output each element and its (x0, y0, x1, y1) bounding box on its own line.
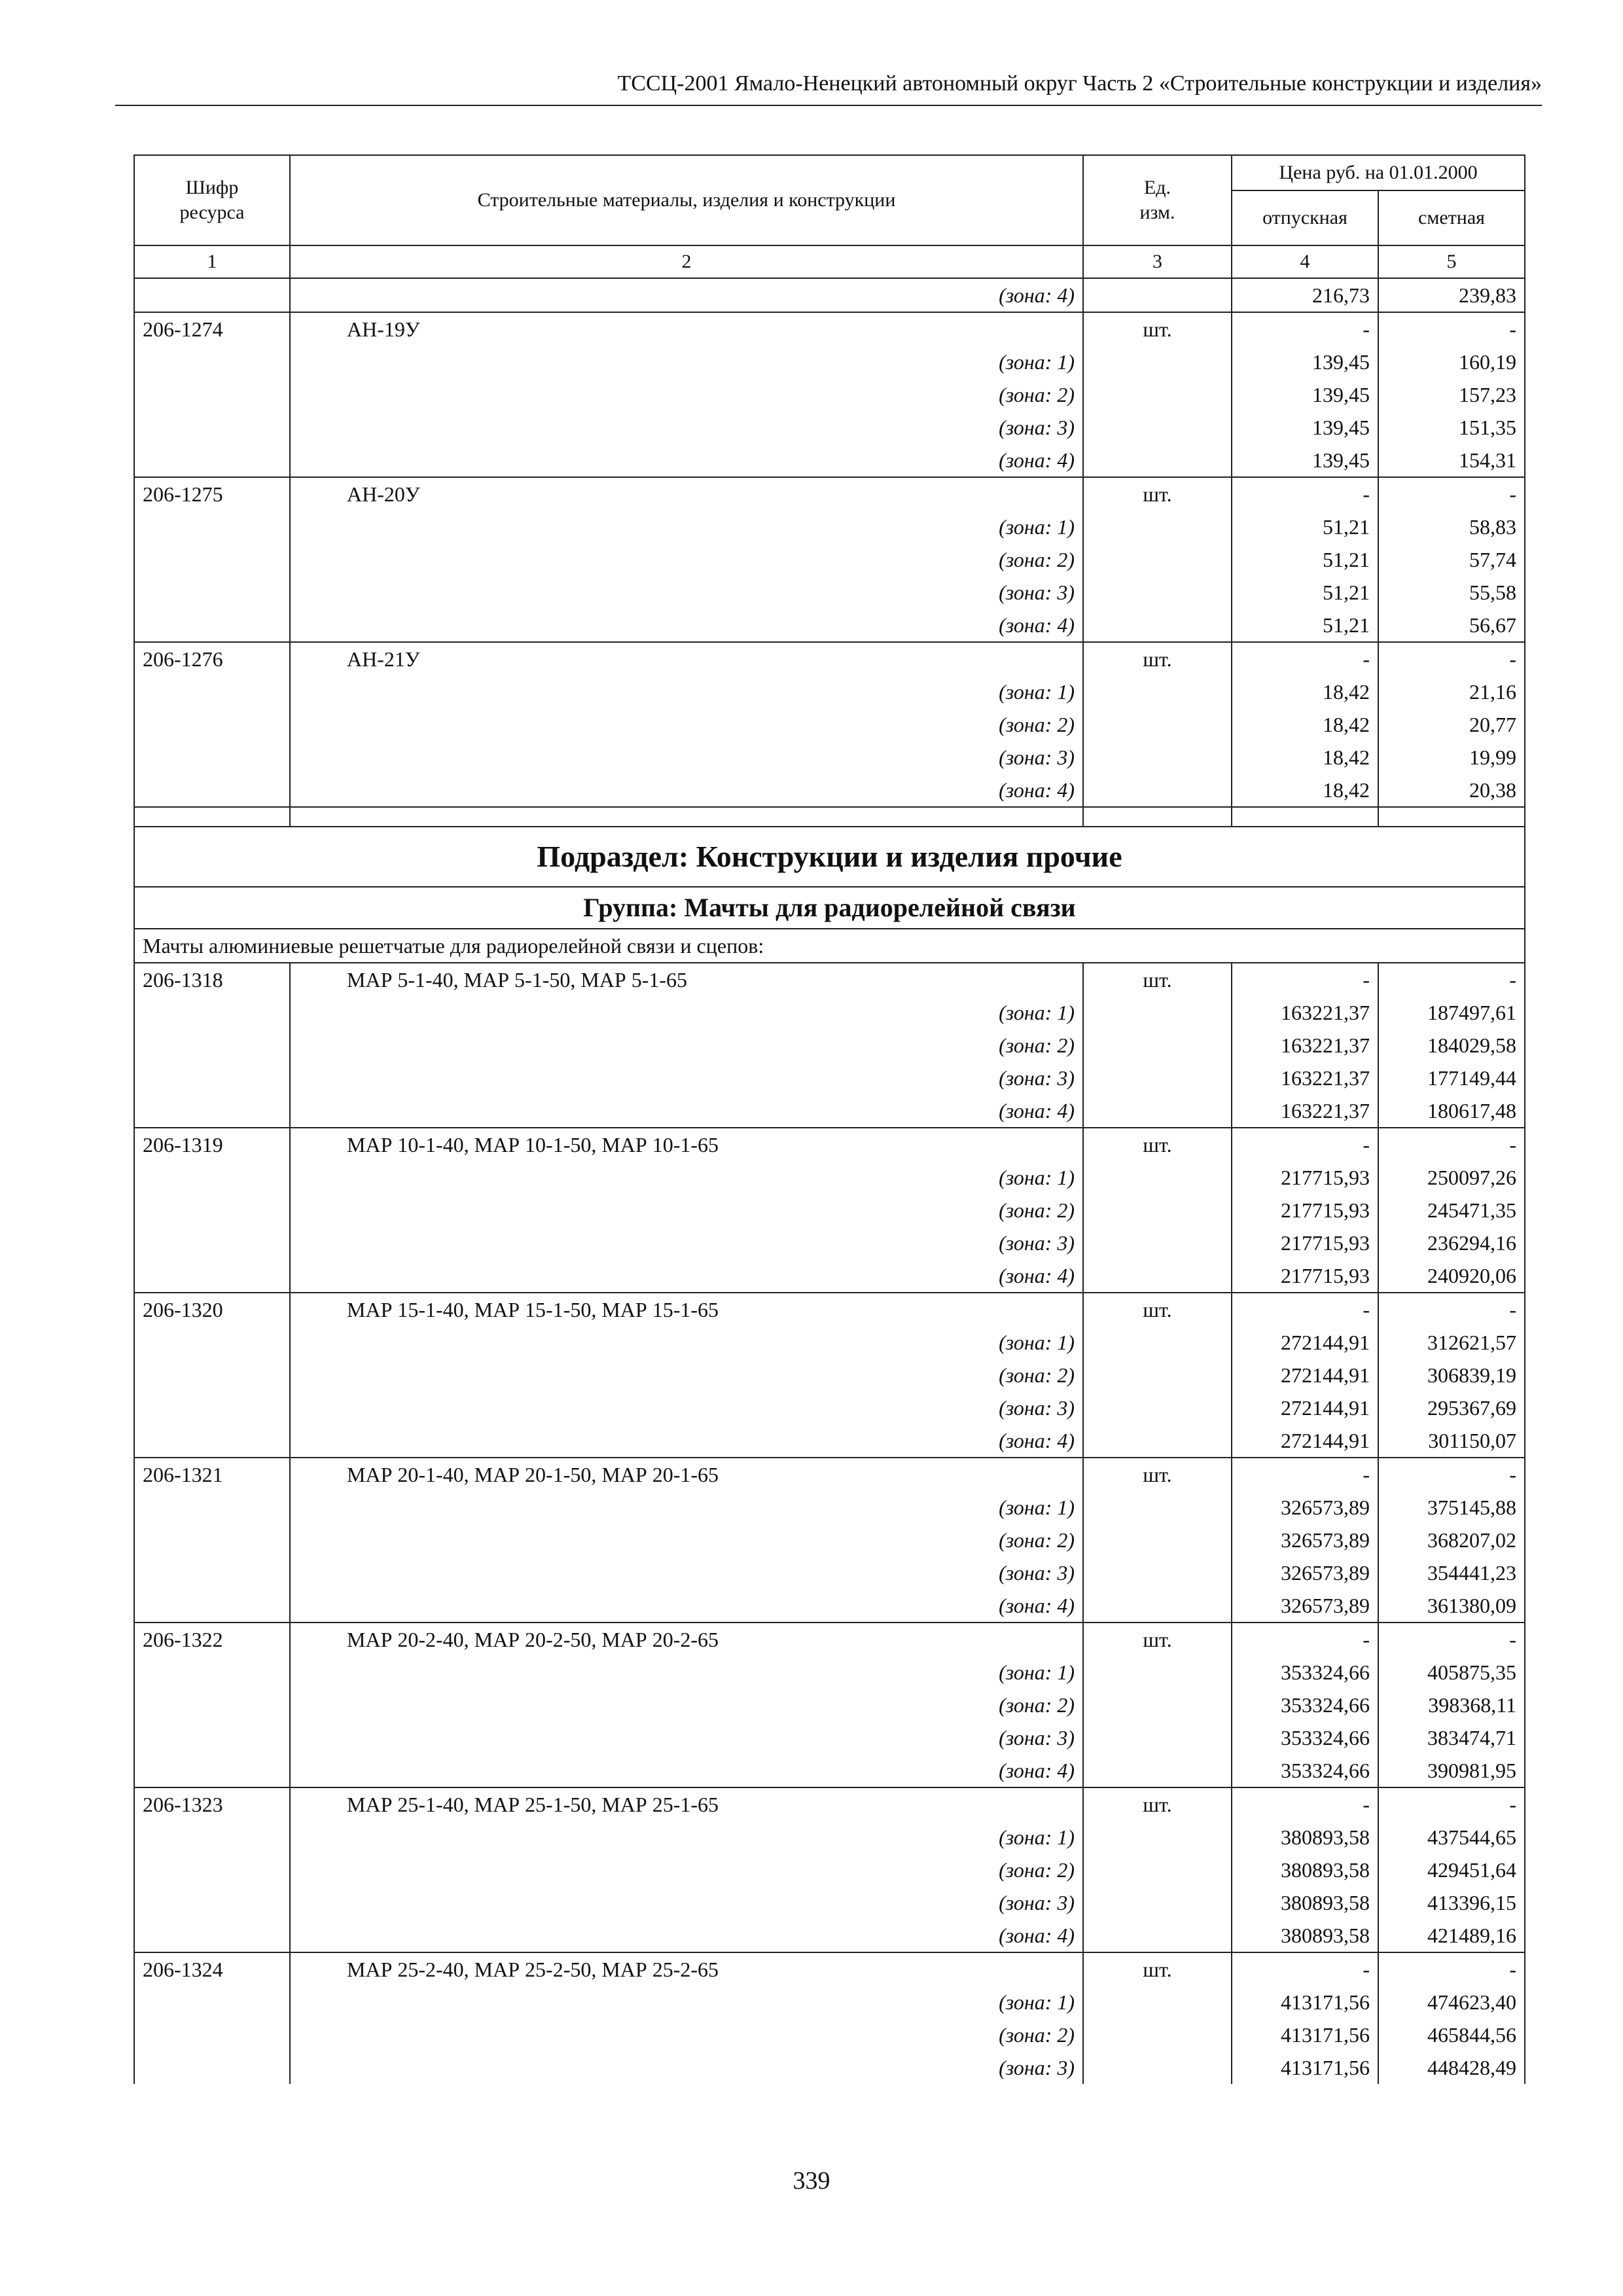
release-price: 139,45 (1232, 411, 1378, 444)
zone-label: (зона: 4) (290, 774, 1083, 807)
header-release: отпускная (1232, 190, 1378, 245)
release-price: 413171,56 (1232, 1986, 1378, 2018)
estimate-price: 180617,48 (1378, 1094, 1525, 1128)
release-price: 353324,66 (1232, 1754, 1378, 1787)
estimate-price: - (1378, 642, 1525, 675)
release-price: 163221,37 (1232, 1094, 1378, 1128)
unit-cell: шт. (1083, 963, 1232, 996)
zone-row (134, 1524, 1525, 1556)
estimate-price: 55,58 (1378, 576, 1525, 609)
item-row (134, 1458, 1525, 1491)
release-price: 217715,93 (1232, 1259, 1378, 1293)
header-rule (115, 105, 1542, 106)
release-price: - (1232, 477, 1378, 511)
zone-row (134, 1821, 1525, 1854)
unit-cell: шт. (1083, 1787, 1232, 1821)
resource-code: 206-1276 (134, 642, 290, 675)
item-row (134, 1293, 1525, 1326)
col-number: 3 (1083, 245, 1232, 278)
item-row (134, 477, 1525, 511)
zone-label: (зона: 4) (290, 1424, 1083, 1458)
release-price: 380893,58 (1232, 1886, 1378, 1919)
estimate-price: 20,77 (1378, 708, 1525, 741)
zone-label: (зона: 2) (290, 1689, 1083, 1721)
estimate-price: 383474,71 (1378, 1721, 1525, 1754)
group-title: Группа: Мачты для радиорелейной связи (134, 887, 1525, 929)
zone-label: (зона: 4) (290, 1919, 1083, 1952)
estimate-price: - (1378, 1952, 1525, 1986)
price-table (134, 154, 1525, 2084)
zone-label: (зона: 4) (290, 609, 1083, 642)
zone-label: (зона: 3) (290, 1886, 1083, 1919)
release-price: 353324,66 (1232, 1689, 1378, 1721)
zone-row (134, 1491, 1525, 1524)
resource-code: 206-1321 (134, 1458, 290, 1491)
table-header (134, 155, 1525, 278)
table-body-top (134, 278, 1525, 807)
zone-label: (зона: 3) (290, 411, 1083, 444)
release-price: 51,21 (1232, 543, 1378, 576)
release-price: 326573,89 (1232, 1589, 1378, 1623)
estimate-price: 20,38 (1378, 774, 1525, 807)
carry-row (134, 278, 1525, 312)
zone-label: (зона: 3) (290, 1721, 1083, 1754)
estimate-price: - (1378, 1458, 1525, 1491)
zone-row (134, 346, 1525, 378)
estimate-price: 429451,64 (1378, 1854, 1525, 1886)
estimate-price: 354441,23 (1378, 1556, 1525, 1589)
estimate-price: 437544,65 (1378, 1821, 1525, 1854)
zone-label: (зона: 3) (290, 1062, 1083, 1094)
zone-label: (зона: 2) (290, 708, 1083, 741)
zone-label: (зона: 2) (290, 543, 1083, 576)
zone-row (134, 543, 1525, 576)
release-price: 217715,93 (1232, 1227, 1378, 1259)
release-price: 272144,91 (1232, 1391, 1378, 1424)
header-price: Цена руб. на 01.01.2000 (1232, 155, 1525, 190)
release-price: 272144,91 (1232, 1424, 1378, 1458)
col-number: 4 (1232, 245, 1378, 278)
unit-cell: шт. (1083, 312, 1232, 346)
estimate-price: 151,35 (1378, 411, 1525, 444)
zone-row (134, 1556, 1525, 1589)
release-price: - (1232, 1623, 1378, 1656)
zone-row (134, 1886, 1525, 1919)
zone-label: (зона: 1) (290, 1161, 1083, 1194)
estimate-price: 240920,06 (1378, 1259, 1525, 1293)
unit-cell: шт. (1083, 477, 1232, 511)
item-name: АН-21У (290, 642, 1083, 675)
estimate-price: 312621,57 (1378, 1326, 1525, 1359)
unit-cell: шт. (1083, 1128, 1232, 1161)
zone-row (134, 1919, 1525, 1952)
item-row (134, 1952, 1525, 1986)
release-price: 139,45 (1232, 346, 1378, 378)
header-unit: Ед. изм. (1083, 155, 1232, 245)
estimate-price: 236294,16 (1378, 1227, 1525, 1259)
unit-cell: шт. (1083, 1623, 1232, 1656)
release-price: 163221,37 (1232, 996, 1378, 1029)
release-price: 139,45 (1232, 444, 1378, 477)
resource-code: 206-1319 (134, 1128, 290, 1161)
estimate-price: 245471,35 (1378, 1194, 1525, 1227)
zone-label: (зона: 3) (290, 1556, 1083, 1589)
estimate-price: - (1378, 1623, 1525, 1656)
release-price: - (1232, 642, 1378, 675)
item-row (134, 963, 1525, 996)
item-row (134, 1128, 1525, 1161)
estimate-price: 58,83 (1378, 511, 1525, 543)
zone-label: (зона: 4) (290, 278, 1083, 312)
zone-row (134, 411, 1525, 444)
zone-row (134, 1689, 1525, 1721)
zone-row (134, 1227, 1525, 1259)
release-price: 326573,89 (1232, 1491, 1378, 1524)
estimate-price: - (1378, 477, 1525, 511)
zone-row (134, 609, 1525, 642)
release-price: - (1232, 963, 1378, 996)
zone-label: (зона: 3) (290, 741, 1083, 774)
table-body-bottom (134, 963, 1525, 2084)
estimate-price: 56,67 (1378, 609, 1525, 642)
running-header: ТССЦ-2001 Ямало-Ненецкий автономный округ Часть 2 «Строительные конструкции и изделия» (617, 71, 1542, 96)
estimate-price: - (1378, 963, 1525, 996)
zone-label: (зона: 4) (290, 1754, 1083, 1787)
zone-row (134, 1359, 1525, 1391)
item-name: МАР 10-1-40, МАР 10-1-50, МАР 10-1-65 (290, 1128, 1083, 1161)
item-row (134, 1787, 1525, 1821)
zone-row (134, 675, 1525, 708)
unit-cell: шт. (1083, 1293, 1232, 1326)
item-name: АН-20У (290, 477, 1083, 511)
zone-row (134, 708, 1525, 741)
section-title: Подраздел: Конструкции и изделия прочие (134, 827, 1525, 887)
zone-row (134, 1326, 1525, 1359)
estimate-price: 19,99 (1378, 741, 1525, 774)
estimate-price: 413396,15 (1378, 1886, 1525, 1919)
release-price: - (1232, 1458, 1378, 1491)
estimate-price: 390981,95 (1378, 1754, 1525, 1787)
release-price: - (1232, 1952, 1378, 1986)
zone-row (134, 1589, 1525, 1623)
release-price: 139,45 (1232, 378, 1378, 411)
zone-row (134, 1062, 1525, 1094)
item-row (134, 1623, 1525, 1656)
zone-label: (зона: 4) (290, 1589, 1083, 1623)
zone-row (134, 996, 1525, 1029)
estimate-price: 187497,61 (1378, 996, 1525, 1029)
page-number: 339 (793, 2167, 830, 2195)
resource-code: 206-1323 (134, 1787, 290, 1821)
release-price: 272144,91 (1232, 1326, 1378, 1359)
release-price: 163221,37 (1232, 1062, 1378, 1094)
estimate-price: 239,83 (1378, 278, 1525, 312)
release-price: - (1232, 1787, 1378, 1821)
release-price: 217715,93 (1232, 1161, 1378, 1194)
zone-label: (зона: 1) (290, 346, 1083, 378)
estimate-price: 21,16 (1378, 675, 1525, 708)
resource-code: 206-1324 (134, 1952, 290, 1986)
zone-row (134, 2051, 1525, 2084)
zone-label: (зона: 4) (290, 1094, 1083, 1128)
release-price: 380893,58 (1232, 1821, 1378, 1854)
item-name: МАР 15-1-40, МАР 15-1-50, МАР 15-1-65 (290, 1293, 1083, 1326)
release-price: 18,42 (1232, 708, 1378, 741)
estimate-price: 295367,69 (1378, 1391, 1525, 1424)
release-price: 163221,37 (1232, 1029, 1378, 1062)
zone-label: (зона: 2) (290, 1194, 1083, 1227)
item-name: МАР 20-1-40, МАР 20-1-50, МАР 20-1-65 (290, 1458, 1083, 1491)
zone-row (134, 1161, 1525, 1194)
estimate-price: 157,23 (1378, 378, 1525, 411)
release-price: 18,42 (1232, 741, 1378, 774)
zone-row (134, 2018, 1525, 2051)
zone-row (134, 1029, 1525, 1062)
estimate-price: 301150,07 (1378, 1424, 1525, 1458)
estimate-price: - (1378, 312, 1525, 346)
zone-label: (зона: 1) (290, 1656, 1083, 1689)
zone-row (134, 1391, 1525, 1424)
col-number: 2 (290, 245, 1083, 278)
unit-cell: шт. (1083, 1952, 1232, 1986)
spacer-row (134, 807, 1525, 827)
zone-row (134, 1986, 1525, 2018)
zone-label: (зона: 1) (290, 1821, 1083, 1854)
zone-label: (зона: 1) (290, 511, 1083, 543)
release-price: 51,21 (1232, 511, 1378, 543)
item-name: МАР 5-1-40, МАР 5-1-50, МАР 5-1-65 (290, 963, 1083, 996)
zone-row (134, 1656, 1525, 1689)
estimate-price: - (1378, 1293, 1525, 1326)
estimate-price: 448428,49 (1378, 2051, 1525, 2084)
zone-label: (зона: 4) (290, 444, 1083, 477)
release-price: 413171,56 (1232, 2018, 1378, 2051)
release-price: 18,42 (1232, 774, 1378, 807)
zone-row (134, 1094, 1525, 1128)
item-row (134, 312, 1525, 346)
resource-code: 206-1274 (134, 312, 290, 346)
release-price: 51,21 (1232, 609, 1378, 642)
zone-label: (зона: 3) (290, 576, 1083, 609)
estimate-price: 184029,58 (1378, 1029, 1525, 1062)
zone-row (134, 1259, 1525, 1293)
zone-label: (зона: 1) (290, 1986, 1083, 2018)
release-price: 380893,58 (1232, 1854, 1378, 1886)
release-price: 326573,89 (1232, 1524, 1378, 1556)
estimate-price: 57,74 (1378, 543, 1525, 576)
zone-row (134, 1854, 1525, 1886)
item-name: АН-19У (290, 312, 1083, 346)
release-price: - (1232, 312, 1378, 346)
resource-code: 206-1275 (134, 477, 290, 511)
zone-label: (зона: 1) (290, 996, 1083, 1029)
estimate-price: 160,19 (1378, 346, 1525, 378)
estimate-price: - (1378, 1128, 1525, 1161)
release-price: 326573,89 (1232, 1556, 1378, 1589)
item-row (134, 642, 1525, 675)
item-name: МАР 25-1-40, МАР 25-1-50, МАР 25-1-65 (290, 1787, 1083, 1821)
col-number: 5 (1378, 245, 1525, 278)
estimate-price: 306839,19 (1378, 1359, 1525, 1391)
release-price: 272144,91 (1232, 1359, 1378, 1391)
release-price: 51,21 (1232, 576, 1378, 609)
estimate-price: 361380,09 (1378, 1589, 1525, 1623)
item-name: МАР 25-2-40, МАР 25-2-50, МАР 25-2-65 (290, 1952, 1083, 1986)
header-estimate: сметная (1378, 190, 1525, 245)
resource-code: 206-1320 (134, 1293, 290, 1326)
resource-code: 206-1322 (134, 1623, 290, 1656)
item-name: МАР 20-2-40, МАР 20-2-50, МАР 20-2-65 (290, 1623, 1083, 1656)
zone-label: (зона: 1) (290, 1491, 1083, 1524)
release-price: - (1232, 1128, 1378, 1161)
zone-label: (зона: 3) (290, 1391, 1083, 1424)
release-price: 353324,66 (1232, 1721, 1378, 1754)
zone-label: (зона: 2) (290, 2018, 1083, 2051)
release-price: 217715,93 (1232, 1194, 1378, 1227)
estimate-price: - (1378, 1787, 1525, 1821)
zone-row (134, 511, 1525, 543)
estimate-price: 421489,16 (1378, 1919, 1525, 1952)
zone-row (134, 1721, 1525, 1754)
release-price: 353324,66 (1232, 1656, 1378, 1689)
estimate-price: 398368,11 (1378, 1689, 1525, 1721)
zone-label: (зона: 1) (290, 1326, 1083, 1359)
category-title: Мачты алюминиевые решетчатые для радиорелейной связи и сцепов: (134, 929, 1525, 963)
estimate-price: 250097,26 (1378, 1161, 1525, 1194)
estimate-price: 465844,56 (1378, 2018, 1525, 2051)
header-name: Строительные материалы, изделия и конструкции (290, 155, 1083, 245)
estimate-price: 368207,02 (1378, 1524, 1525, 1556)
zone-row (134, 1754, 1525, 1787)
unit-cell: шт. (1083, 1458, 1232, 1491)
zone-row (134, 1194, 1525, 1227)
table-section-block (134, 807, 1525, 963)
zone-row (134, 774, 1525, 807)
release-price: 380893,58 (1232, 1919, 1378, 1952)
zone-row (134, 576, 1525, 609)
zone-row (134, 378, 1525, 411)
resource-code: 206-1318 (134, 963, 290, 996)
zone-row (134, 444, 1525, 477)
zone-label: (зона: 2) (290, 1854, 1083, 1886)
zone-row (134, 741, 1525, 774)
release-price: 216,73 (1232, 278, 1378, 312)
release-price: 18,42 (1232, 675, 1378, 708)
unit-cell: шт. (1083, 642, 1232, 675)
zone-label: (зона: 2) (290, 1029, 1083, 1062)
estimate-price: 154,31 (1378, 444, 1525, 477)
release-price: 413171,56 (1232, 2051, 1378, 2084)
zone-label: (зона: 2) (290, 1359, 1083, 1391)
zone-label: (зона: 2) (290, 378, 1083, 411)
estimate-price: 474623,40 (1378, 1986, 1525, 2018)
release-price: - (1232, 1293, 1378, 1326)
zone-label: (зона: 2) (290, 1524, 1083, 1556)
zone-label: (зона: 3) (290, 2051, 1083, 2084)
estimate-price: 375145,88 (1378, 1491, 1525, 1524)
estimate-price: 405875,35 (1378, 1656, 1525, 1689)
zone-label: (зона: 3) (290, 1227, 1083, 1259)
zone-label: (зона: 1) (290, 675, 1083, 708)
estimate-price: 177149,44 (1378, 1062, 1525, 1094)
col-number: 1 (134, 245, 290, 278)
zone-row (134, 1424, 1525, 1458)
zone-label: (зона: 4) (290, 1259, 1083, 1293)
header-code: Шифр ресурса (134, 155, 290, 245)
